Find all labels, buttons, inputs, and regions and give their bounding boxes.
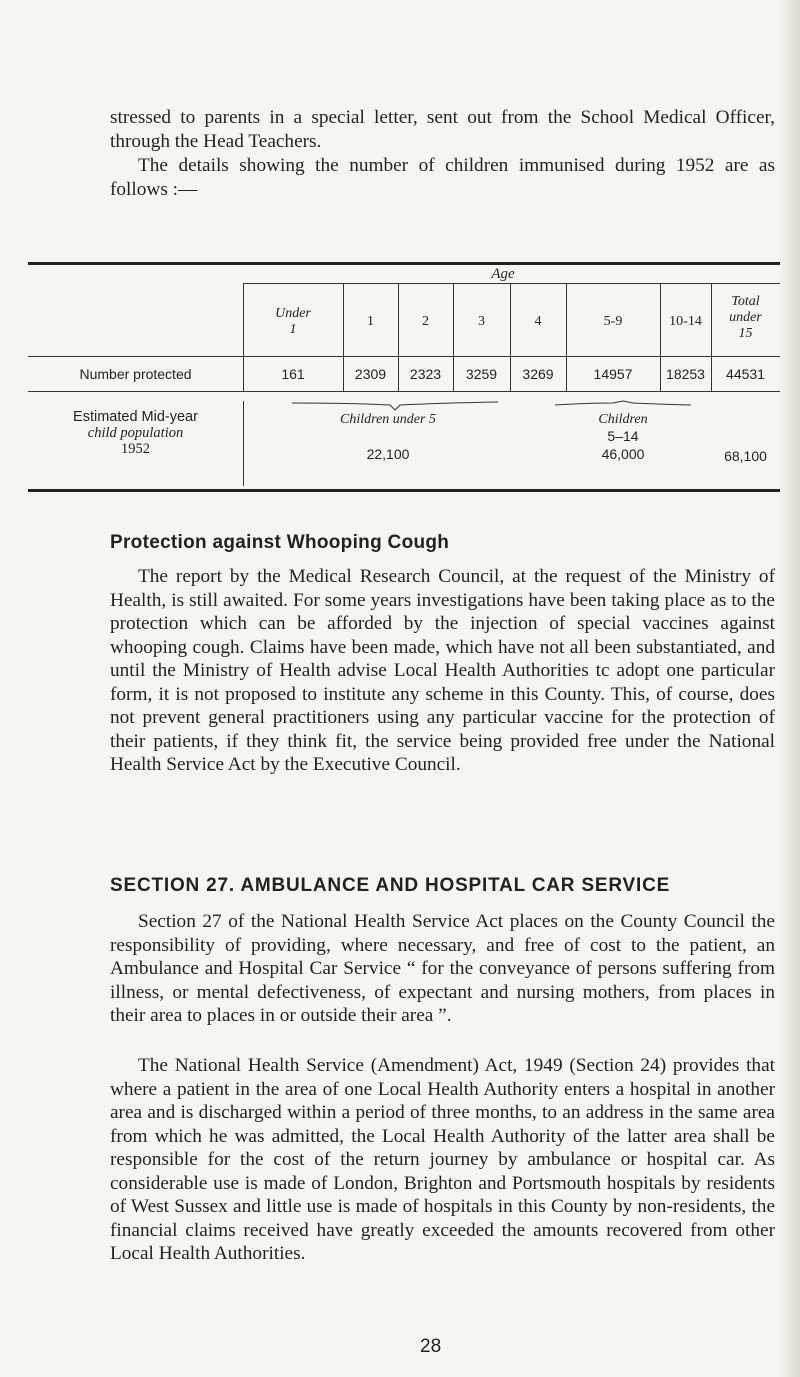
section-27-heading: SECTION 27. AMBULANCE AND HOSPITAL CAR SERVICE — [110, 875, 671, 896]
col-header-5-9: 5-9 — [603, 314, 623, 329]
row-bottom-rule — [28, 391, 780, 392]
estimate-5-14-label — [558, 412, 688, 446]
estimate-total-value: 68,100 — [724, 448, 767, 464]
col-header-under-1 — [243, 306, 343, 338]
cell-age-5-9: 14957 — [593, 366, 633, 382]
row-label-estimated — [28, 409, 243, 457]
intro-paragraph: stressed to parents in a special letter, sent out from the School Medical Officer, through the Head Teachers. — [110, 107, 775, 152]
age-underline — [243, 283, 780, 284]
page-number: 28 — [420, 1336, 442, 1357]
estimate-5-14-l1: Children — [598, 412, 648, 427]
cell-age-10-14: 18253 — [666, 366, 705, 382]
section-27-paragraph-2: The National Health Service (Amendment) Act, 1949 (Section 24) provides that where a patient in the area of one Local Health Authority enters a hospital in another area and is discharged within a period of three months, to an address in the same area from which he was admitted, the Local Health Authority of the latter area shall be responsible for the cost of the return journey by ambulance or hospital car. As considerable use is made of London, Brighton and Portsmouth hospitals by residents of West Sussex and little use is made of hospitals in this County by non-residents, the financial claims received have greatly exceeded the amounts recovered from other Local Health Authorities. — [110, 1055, 775, 1264]
whooping-cough-heading: Protection against Whooping Cough — [110, 532, 450, 553]
col-header-under-num: 1 — [289, 322, 297, 337]
col-header-10-14: 10-14 — [669, 314, 702, 329]
col-divider — [243, 401, 244, 486]
row-label-number-protected: Number protected — [79, 366, 192, 382]
header-bottom-rule — [28, 356, 780, 357]
estimate-label-l1: Estimated Mid-year — [73, 409, 198, 425]
table-top-rule — [28, 262, 780, 265]
cell-under-1: 161 — [281, 366, 305, 382]
brace-under-5 — [290, 399, 500, 413]
col-header-4: 4 — [534, 314, 542, 329]
estimate-5-14-l2: 5–14 — [607, 428, 639, 444]
estimate-label-l3: 1952 — [121, 441, 150, 457]
cell-age-2: 2323 — [409, 366, 442, 382]
brace-5-14 — [553, 399, 693, 411]
col-header-1: 1 — [367, 314, 374, 329]
whooping-cough-body: The report by the Medical Research Council, at the request of the Ministry of Health, is still awaited. For some years investigations have been taking place as to the protection which can be afforded by the injection of special vaccines against whooping cough. Claims have been made, which have not all been substantiated, and until the Ministry of Health advise Local Health Authorities tc adopt one particular form, it is not proposed to institute any scheme in this County. This, of course, does not prevent general practitioners using any particular vaccine for the protection of their patients, if they think fit, the service being provided free under the National Health Service Act by the Executive Council. — [110, 566, 775, 775]
col-header-total-l3: 15 — [738, 326, 753, 341]
col-header-under-text: Under — [275, 306, 311, 321]
col-header-3: 3 — [478, 314, 485, 329]
cell-age-4: 3269 — [522, 366, 554, 382]
estimate-under-5-value: 22,100 — [366, 446, 410, 462]
estimate-label-l2: child population — [87, 425, 184, 441]
estimate-5-14-value: 46,000 — [601, 446, 645, 462]
cell-age-1: 2309 — [354, 366, 387, 382]
immunisation-table — [28, 262, 780, 494]
table-bottom-rule — [28, 489, 780, 492]
estimate-under-5-label: Children under 5 — [340, 412, 436, 427]
page-edge-shadow — [778, 0, 800, 1377]
age-header: Age — [491, 266, 515, 282]
intro-details-line: The details showing the number of children immunised during 1952 are as follows :— — [110, 155, 775, 200]
col-header-2: 2 — [422, 314, 429, 329]
col-header-total-l1: Total — [731, 294, 760, 309]
col-header-total — [711, 294, 780, 342]
cell-age-3: 3259 — [465, 366, 498, 382]
section-27-paragraph-1: Section 27 of the National Health Service Act places on the County Council the responsibility of providing, where necessary, and free of cost to the patient, an Ambulance and Hospital Car Service “ for the conveyance of persons suffering from illness, or mental defectiveness, of expectant and nursing mothers, from places in their area to places in or outside their area ”. — [110, 911, 775, 1026]
col-header-total-l2: under — [729, 310, 762, 325]
cell-total-under-15: 44531 — [726, 366, 765, 382]
